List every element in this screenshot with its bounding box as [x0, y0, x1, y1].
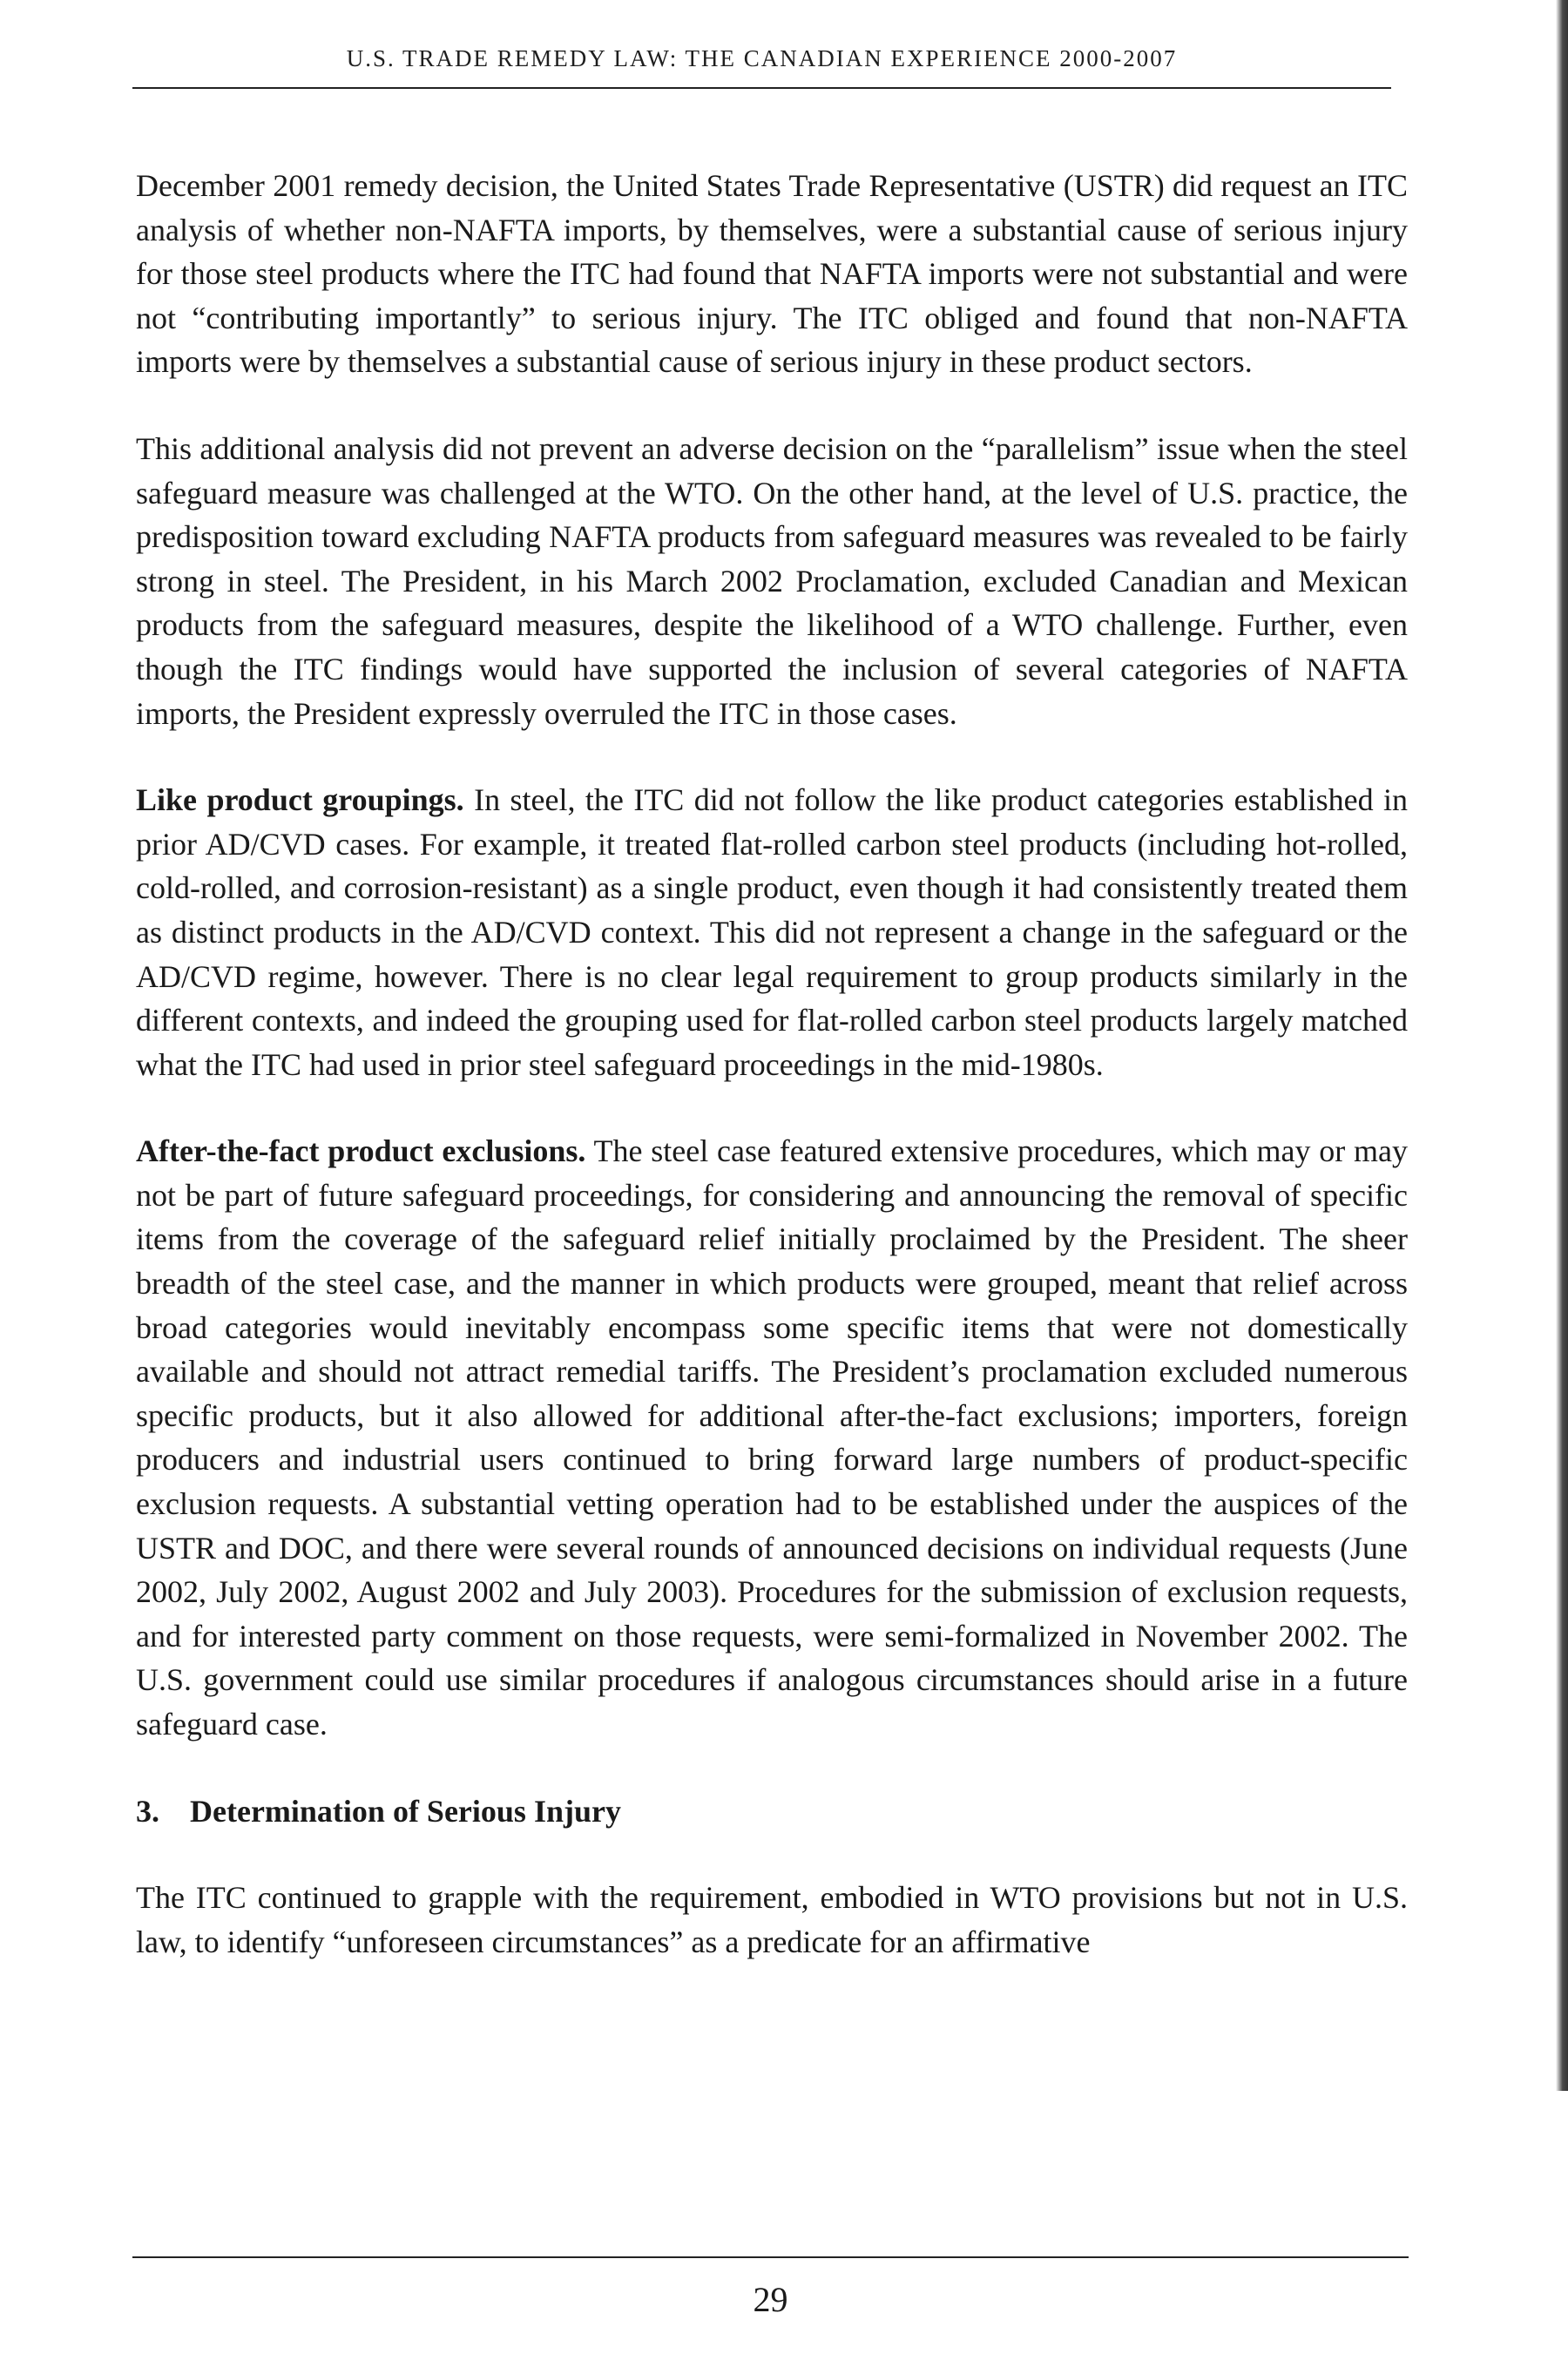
paragraph-parallelism	[136, 427, 1408, 735]
paragraph-text: December 2001 remedy decision, the United States Trade Representative (USTR) did request an ITC analysis of whether non-NAFTA imports, by themselves, were a substantial cause of serious injury for those steel products where the ITC had found that NAFTA imports were not substantial and were not “contributing importantly” to serious injury. The ITC obliged and found that non-NAFTA imports were by themselves a substantial cause of serious injury in these product sectors.	[136, 168, 1408, 380]
footer-rule	[132, 2256, 1409, 2258]
run-in-heading: Like product groupings.	[136, 782, 464, 818]
paragraph-text: The ITC continued to grapple with the requirement, embodied in WTO provisions but not in U.S. law, to identify “unforeseen circumstances” as a predicate for an affirmative	[136, 1880, 1408, 1959]
body-text	[136, 164, 1408, 1964]
header-rule	[132, 87, 1391, 89]
paragraph-text: This additional analysis did not prevent an adverse decision on the “parallelism” issue when the steel safeguard measure was challenged at the WTO. On the other hand, at the level of U.S. practice, the predisposition toward excluding NAFTA products from safeguard measures was revealed to be fairly strong in steel. The President, in his March 2002 Proclamation, excluded Canadian and Mexican products from the safeguard measures, despite the likelihood of a WTO challenge. Further, even though the ITC findings would have supported the inclusion of several categories of NAFTA imports, the President expressly overruled the ITC in those cases.	[136, 430, 1408, 731]
section-title: Determination of Serious Injury	[190, 1793, 621, 1829]
paragraph-unforeseen-circumstances	[136, 1876, 1408, 1964]
run-in-heading: After-the-fact product exclusions.	[136, 1133, 586, 1169]
running-header: U.S. TRADE REMEDY LAW: THE CANADIAN EXPERIENCE 2000-2007	[346, 45, 1178, 71]
section-heading	[136, 1789, 1408, 1834]
paragraph-text: In steel, the ITC did not follow the like product categories established in prior AD/CVD cases. For example, it treated flat-rolled carbon steel products (including hot-rolled, cold-rolled, and corrosion-resistant) as a single product, even though it had consistently treated them as distinct products in the AD/CVD context. This did not represent a change in the safeguard or the AD/CVD regime, however. There is no clear legal requirement to group products similarly in the different contexts, and indeed the grouping used for flat-rolled carbon steel products largely matched what the ITC had used in prior steel safeguard proceedings in the mid-1980s.	[136, 782, 1409, 1082]
paragraph-product-exclusions	[136, 1129, 1408, 1746]
paragraph-like-product-groupings	[136, 778, 1408, 1086]
paragraph-remedy-decision	[136, 164, 1408, 384]
page-number: 29	[753, 2280, 788, 2319]
section-number: 3.	[136, 1793, 159, 1829]
paragraph-text: The steel case featured extensive procedures, which may or may not be part of future safeguard proceedings, for considering and announcing the removal of specific items from the coverage of the safeguard relief initially proclaimed by the President. The sheer breadth of the steel case, and the manner in which products were grouped, meant that relief across broad categories would inevitably encompass some specific items that were not domestically available and should not attract remedial tariffs. The President’s proclamation excluded numerous specific products, but it also allowed for additional after-the-fact exclusions; importers, foreign producers and industrial users continued to bring forward large numbers of product-specific exclusion requests. A substantial vetting operation had to be established under the auspices of the USTR and DOC, and there were several rounds of announced decisions on individual requests (June 2002, July 2002, August 2002 and July 2003). Procedures for the submission of exclusion requests, and for interested party comment on those requests, were semi-formalized in November 2002. The U.S. government could use similar procedures if analogous circumstances should arise in a future safeguard case.	[136, 1133, 1408, 1742]
scan-edge-shadow	[1556, 0, 1568, 2091]
